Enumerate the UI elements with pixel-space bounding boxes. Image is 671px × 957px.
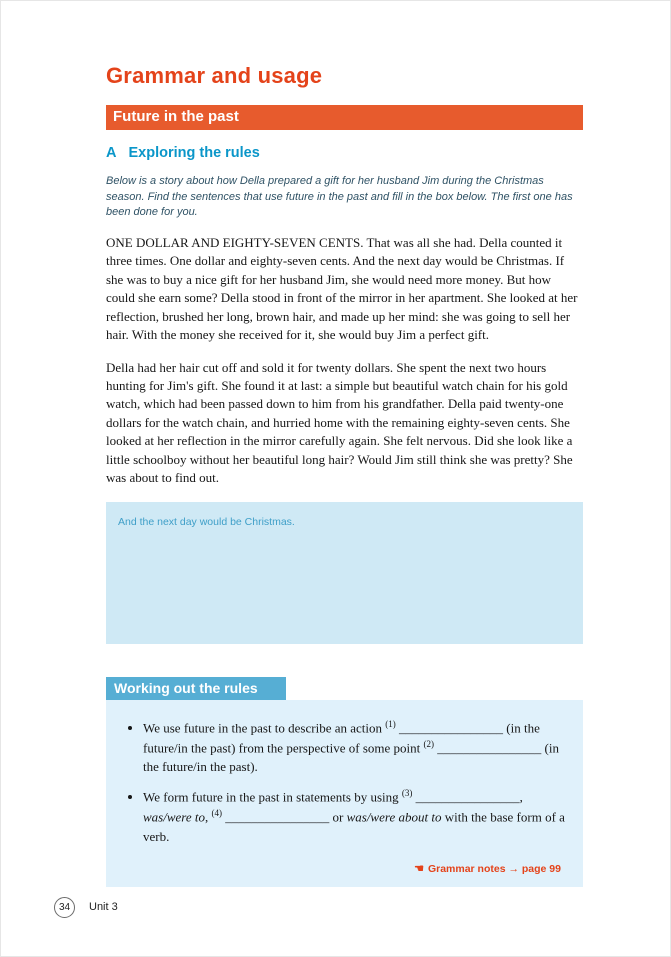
unit-label: Unit 3 (89, 901, 118, 913)
story-paragraph-2: Della had her hair cut off and sold it for twenty dollars. She spent the next two hours hunting for Jim's gift. She found it at last: a simple but beautiful watch chain for his gold watch, which had been passed down to him from his grandfather. Della paid twenty-one dollars for the watch chain, and hurried home with the remaining eighty-seven cents. She looked at her reflection in the mirror carefully again. She felt nervous. Did she look like a little schoolboy without her beautiful long hair? Would Jim still think she was pretty? She was about to find out. (106, 359, 573, 486)
page-title: Grammar and usage (106, 63, 323, 88)
exercise-instructions: Below is a story about how Della prepared a gift for her husband Jim during the Christmas season. Find the sentences that use future in the past and fill in the box below. The first one has been done for you. (106, 175, 573, 219)
section-heading (106, 145, 583, 161)
pointing-hand-icon: ☚ (414, 863, 424, 876)
rules-box (106, 700, 583, 887)
page-content (106, 63, 583, 887)
rules-label: Working out the rules (106, 677, 286, 700)
section-letter: A (106, 145, 117, 161)
grammar-notes-reference (118, 856, 565, 877)
answer-example-text: And the next day would be Christmas. (118, 515, 295, 528)
rule-item-2: • We form future in the past in statements by using $^{(3)}$ ________________, was/were to, $^{(4)}$ ________________ or was/were about to with the base form of a verb. (143, 787, 565, 846)
rules-list (118, 718, 565, 846)
page-number: 34 (54, 897, 75, 918)
story-paragraph-1: ONE DOLLAR AND EIGHTY-SEVEN CENTS. That was all she had. Della counted it three times. One dollar and eighty-seven cents. And the next day would be Christmas. If she was to buy a nice gift for her husband Jim, she would need more money. But how could she earn some? Della stood in front of the mirror in her apartment. She looked at her reflection, brushed her long, brown hair, and made up her mind: she was going to sell her hair. With the money she received for it, she would buy Jim a perfect gift. (106, 234, 578, 343)
rule-item-1: • We use future in the past to describe an action $^{(1)}$ ________________ (in the future/in the past) from the perspective of some point $^{(2)}$ ________________ (in the future/in the past). (143, 718, 565, 777)
rules-section (106, 677, 583, 887)
topic-banner: Future in the past (106, 105, 583, 130)
section-title: Exploring the rules (128, 145, 260, 161)
answer-box (106, 502, 583, 644)
grammar-notes-text: Grammar notes → page 99 (427, 863, 561, 876)
